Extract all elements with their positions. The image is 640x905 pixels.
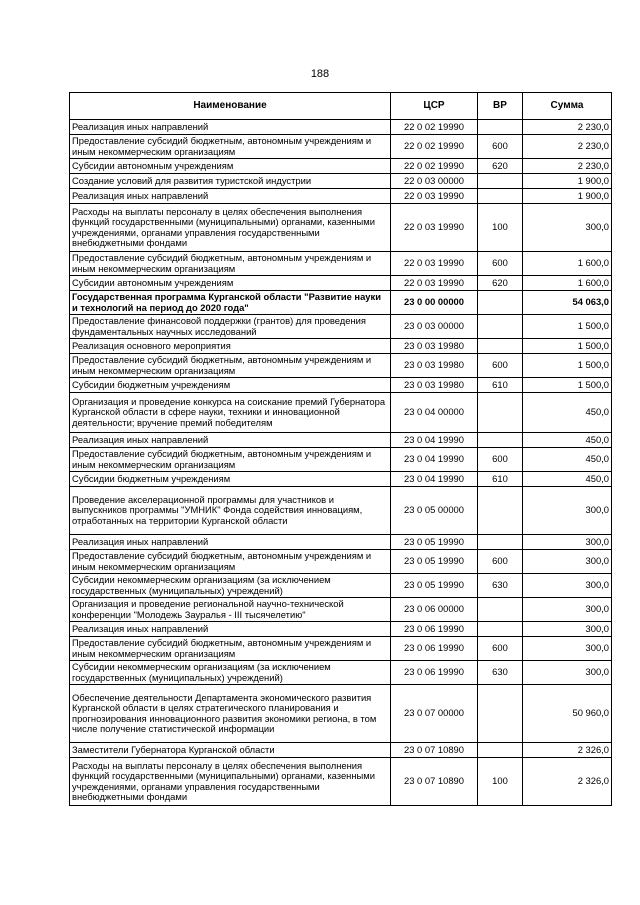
row-sum-cell: 300,0 bbox=[523, 637, 612, 661]
row-sum-cell: 50 960,0 bbox=[523, 685, 612, 743]
table-row bbox=[70, 135, 612, 159]
row-sum-cell: 300,0 bbox=[523, 574, 612, 598]
row-sum-cell: 1 500,0 bbox=[523, 354, 612, 378]
table-row bbox=[70, 252, 612, 276]
row-vr-cell bbox=[478, 743, 523, 758]
row-vr-cell: 630 bbox=[478, 661, 523, 685]
row-csr-cell: 22 0 03 19990 bbox=[391, 252, 478, 276]
row-csr-cell: 23 0 03 19980 bbox=[391, 354, 478, 378]
row-sum-cell: 1 900,0 bbox=[523, 189, 612, 204]
row-csr-cell: 23 0 06 00000 bbox=[391, 598, 478, 622]
row-name-cell: Организация и проведение конкурса на соискание премий Губернатора Курганской области в сфере науки, техники и инновационной деятельности; вручение премий победителям bbox=[70, 393, 391, 433]
row-csr-cell: 23 0 05 19990 bbox=[391, 574, 478, 598]
row-sum-cell: 1 600,0 bbox=[523, 252, 612, 276]
row-name-cell: Предоставление субсидий бюджетным, автономным учреждениям и иным некоммерческим организациям bbox=[70, 252, 391, 276]
row-sum-cell: 1 500,0 bbox=[523, 315, 612, 339]
table-row bbox=[70, 637, 612, 661]
row-sum-cell: 450,0 bbox=[523, 433, 612, 448]
row-sum-cell: 2 230,0 bbox=[523, 159, 612, 174]
row-name-cell: Реализация иных направлений bbox=[70, 622, 391, 637]
table-header-row bbox=[70, 93, 612, 120]
row-csr-cell: 22 0 02 19990 bbox=[391, 135, 478, 159]
row-csr-cell: 22 0 03 19990 bbox=[391, 189, 478, 204]
row-sum-cell: 2 230,0 bbox=[523, 120, 612, 135]
table-row bbox=[70, 550, 612, 574]
row-name-cell: Реализация основного мероприятия bbox=[70, 339, 391, 354]
row-sum-cell: 2 326,0 bbox=[523, 743, 612, 758]
row-csr-cell: 23 0 06 19990 bbox=[391, 661, 478, 685]
header-csr: ЦСР bbox=[391, 93, 478, 120]
row-name-cell: Предоставление финансовой поддержки (грантов) для проведения фундаментальных научных исследований bbox=[70, 315, 391, 339]
row-sum-cell: 2 230,0 bbox=[523, 135, 612, 159]
row-name-cell: Реализация иных направлений bbox=[70, 189, 391, 204]
row-sum-cell: 300,0 bbox=[523, 661, 612, 685]
row-name-cell: Предоставление субсидий бюджетным, автономным учреждениям и иным некоммерческим организациям bbox=[70, 354, 391, 378]
row-vr-cell: 620 bbox=[478, 159, 523, 174]
row-csr-cell: 23 0 03 19980 bbox=[391, 339, 478, 354]
row-csr-cell: 23 0 04 19990 bbox=[391, 472, 478, 487]
row-csr-cell: 23 0 07 10890 bbox=[391, 743, 478, 758]
row-csr-cell: 22 0 03 19990 bbox=[391, 276, 478, 291]
row-sum-cell: 300,0 bbox=[523, 535, 612, 550]
row-name-cell: Субсидии некоммерческим организациям (за исключением государственных (муниципальных) учреждений) bbox=[70, 574, 391, 598]
row-name-cell: Реализация иных направлений bbox=[70, 433, 391, 448]
row-sum-cell: 1 500,0 bbox=[523, 339, 612, 354]
row-vr-cell: 600 bbox=[478, 252, 523, 276]
row-csr-cell: 23 0 00 00000 bbox=[391, 291, 478, 315]
row-name-cell: Расходы на выплаты персоналу в целях обеспечения выполнения функций государственными (муниципальными) органами, казенными учреждениями, органами управления государственными внебюджетными фондами bbox=[70, 204, 391, 252]
row-sum-cell: 300,0 bbox=[523, 204, 612, 252]
row-name-cell: Субсидии автономным учреждениям bbox=[70, 159, 391, 174]
row-vr-cell: 600 bbox=[478, 637, 523, 661]
row-csr-cell: 23 0 05 00000 bbox=[391, 487, 478, 535]
row-name-cell: Реализация иных направлений bbox=[70, 120, 391, 135]
row-csr-cell: 22 0 03 19990 bbox=[391, 204, 478, 252]
row-csr-cell: 23 0 04 19990 bbox=[391, 433, 478, 448]
row-vr-cell: 610 bbox=[478, 378, 523, 393]
row-name-cell: Субсидии автономным учреждениям bbox=[70, 276, 391, 291]
row-vr-cell bbox=[478, 315, 523, 339]
row-name-cell: Субсидии бюджетным учреждениям bbox=[70, 378, 391, 393]
row-vr-cell bbox=[478, 120, 523, 135]
row-csr-cell: 23 0 06 19990 bbox=[391, 637, 478, 661]
row-vr-cell: 100 bbox=[478, 204, 523, 252]
table-row bbox=[70, 758, 612, 806]
table-row bbox=[70, 159, 612, 174]
row-sum-cell: 450,0 bbox=[523, 448, 612, 472]
row-sum-cell: 1 600,0 bbox=[523, 276, 612, 291]
table-row bbox=[70, 535, 612, 550]
row-vr-cell bbox=[478, 291, 523, 315]
row-sum-cell: 450,0 bbox=[523, 393, 612, 433]
row-vr-cell bbox=[478, 535, 523, 550]
row-vr-cell: 600 bbox=[478, 550, 523, 574]
header-name: Наименование bbox=[70, 93, 391, 120]
row-vr-cell: 620 bbox=[478, 276, 523, 291]
header-sum: Сумма bbox=[523, 93, 612, 120]
row-name-cell: Субсидии некоммерческим организациям (за исключением государственных (муниципальных) учреждений) bbox=[70, 661, 391, 685]
row-name-cell: Государственная программа Курганской области "Развитие науки и технологий на период до 2020 года" bbox=[70, 291, 391, 315]
table-row bbox=[70, 315, 612, 339]
row-vr-cell bbox=[478, 339, 523, 354]
row-csr-cell: 23 0 07 10890 bbox=[391, 758, 478, 806]
table-body bbox=[70, 120, 612, 806]
row-csr-cell: 22 0 03 00000 bbox=[391, 174, 478, 189]
row-vr-cell bbox=[478, 598, 523, 622]
row-vr-cell: 600 bbox=[478, 135, 523, 159]
budget-table bbox=[69, 92, 612, 806]
table-row bbox=[70, 339, 612, 354]
row-csr-cell: 23 0 04 00000 bbox=[391, 393, 478, 433]
row-csr-cell: 22 0 02 19990 bbox=[391, 159, 478, 174]
row-vr-cell bbox=[478, 622, 523, 637]
row-name-cell: Обеспечение деятельности Департамента экономического развития Курганской области в целях стратегического планирования и прогнозирования инновационного развития экономики региона, в том числе получение статистической информации bbox=[70, 685, 391, 743]
row-csr-cell: 23 0 06 19990 bbox=[391, 622, 478, 637]
row-vr-cell: 610 bbox=[478, 472, 523, 487]
row-sum-cell: 300,0 bbox=[523, 622, 612, 637]
table-row bbox=[70, 120, 612, 135]
table-row bbox=[70, 276, 612, 291]
table-row bbox=[70, 204, 612, 252]
table-row bbox=[70, 487, 612, 535]
row-name-cell: Расходы на выплаты персоналу в целях обеспечения выполнения функций государственными (муниципальными) органами, казенными учреждениями, органами управления государственными внебюджетными фондами bbox=[70, 758, 391, 806]
row-vr-cell bbox=[478, 393, 523, 433]
table-row bbox=[70, 622, 612, 637]
row-sum-cell: 300,0 bbox=[523, 598, 612, 622]
row-csr-cell: 23 0 05 19990 bbox=[391, 550, 478, 574]
row-vr-cell: 600 bbox=[478, 354, 523, 378]
row-name-cell: Предоставление субсидий бюджетным, автономным учреждениям и иным некоммерческим организациям bbox=[70, 448, 391, 472]
row-csr-cell: 23 0 05 19990 bbox=[391, 535, 478, 550]
row-vr-cell: 600 bbox=[478, 448, 523, 472]
table-row bbox=[70, 433, 612, 448]
row-sum-cell: 300,0 bbox=[523, 487, 612, 535]
table-row bbox=[70, 661, 612, 685]
row-vr-cell bbox=[478, 189, 523, 204]
row-sum-cell: 450,0 bbox=[523, 472, 612, 487]
row-csr-cell: 23 0 03 00000 bbox=[391, 315, 478, 339]
row-name-cell: Предоставление субсидий бюджетным, автономным учреждениям и иным некоммерческим организациям bbox=[70, 637, 391, 661]
row-sum-cell: 54 063,0 bbox=[523, 291, 612, 315]
table-row bbox=[70, 685, 612, 743]
table-row bbox=[70, 378, 612, 393]
table-row bbox=[70, 291, 612, 315]
table-row bbox=[70, 472, 612, 487]
table-row bbox=[70, 189, 612, 204]
table-row bbox=[70, 354, 612, 378]
row-csr-cell: 22 0 02 19990 bbox=[391, 120, 478, 135]
row-vr-cell bbox=[478, 685, 523, 743]
row-vr-cell bbox=[478, 433, 523, 448]
row-name-cell: Проведение акселерационной программы для участников и выпускников программы "УМНИК" Фонда содействия инновациям, отработанных на территории Курганской области bbox=[70, 487, 391, 535]
row-name-cell: Организация и проведение региональной научно-технической конференции "Молодежь Зауралья - III тысячелетию" bbox=[70, 598, 391, 622]
row-name-cell: Создание условий для развития туристской индустрии bbox=[70, 174, 391, 189]
table-row bbox=[70, 393, 612, 433]
row-vr-cell bbox=[478, 487, 523, 535]
row-csr-cell: 23 0 04 19990 bbox=[391, 448, 478, 472]
row-vr-cell: 630 bbox=[478, 574, 523, 598]
row-name-cell: Реализация иных направлений bbox=[70, 535, 391, 550]
row-sum-cell: 1 900,0 bbox=[523, 174, 612, 189]
row-name-cell: Заместители Губернатора Курганской области bbox=[70, 743, 391, 758]
row-sum-cell: 300,0 bbox=[523, 550, 612, 574]
table-row bbox=[70, 743, 612, 758]
table-row bbox=[70, 598, 612, 622]
row-csr-cell: 23 0 07 00000 bbox=[391, 685, 478, 743]
row-vr-cell bbox=[478, 174, 523, 189]
table-row bbox=[70, 174, 612, 189]
row-name-cell: Предоставление субсидий бюджетным, автономным учреждениям и иным некоммерческим организациям bbox=[70, 135, 391, 159]
row-name-cell: Предоставление субсидий бюджетным, автономным учреждениям и иным некоммерческим организациям bbox=[70, 550, 391, 574]
row-sum-cell: 1 500,0 bbox=[523, 378, 612, 393]
table-row bbox=[70, 448, 612, 472]
table-row bbox=[70, 574, 612, 598]
header-vr: ВР bbox=[478, 93, 523, 120]
row-csr-cell: 23 0 03 19980 bbox=[391, 378, 478, 393]
page-number: 188 bbox=[310, 68, 330, 80]
row-sum-cell: 2 326,0 bbox=[523, 758, 612, 806]
row-name-cell: Субсидии бюджетным учреждениям bbox=[70, 472, 391, 487]
row-vr-cell: 100 bbox=[478, 758, 523, 806]
